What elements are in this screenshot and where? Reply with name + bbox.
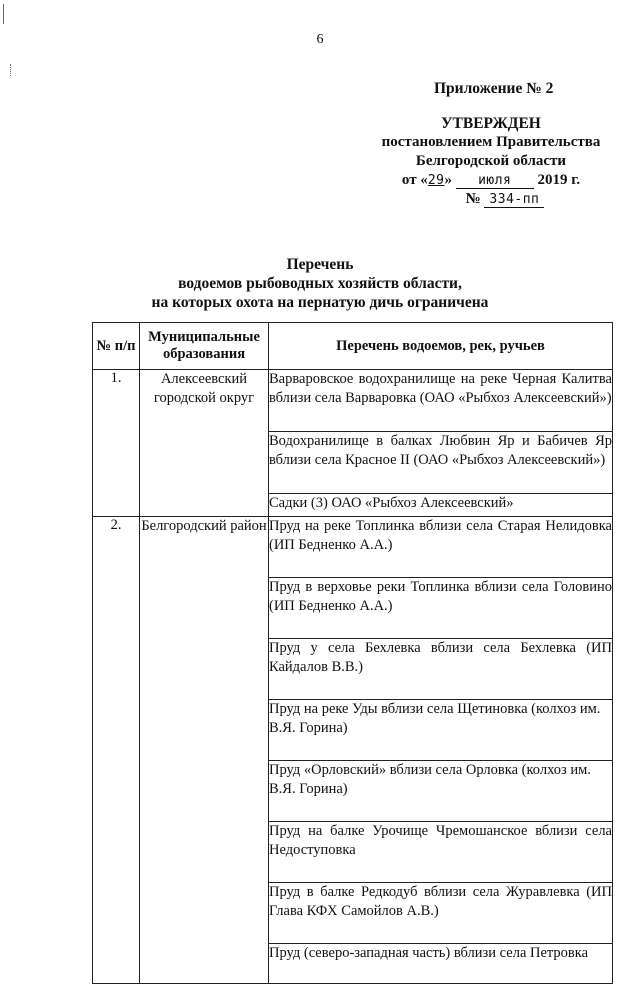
scan-margin-mark — [3, 4, 8, 24]
number-value: 334-пп — [489, 192, 540, 207]
title-line3: на которых охота на пернатую дичь ограничена — [151, 294, 489, 311]
municipality-name: Белгородский район — [140, 517, 269, 984]
date-prefix: от « — [401, 172, 428, 188]
water-body-item: Садки (3) ОАО «Рыбхоз Алексеевский» — [269, 494, 613, 517]
approval-date-line — [366, 171, 616, 190]
title-line1: Перечень — [286, 256, 354, 273]
date-day: 29 — [427, 173, 445, 188]
water-body-item: Пруд «Орловский» вблизи села Орловка (колхоз им. В.Я. Горина) — [269, 761, 613, 822]
water-body-item: Пруд в верховье реки Топлинка вблизи села Головино (ИП Бедненко А.А.) — [269, 578, 613, 639]
date-year: 2019 г. — [537, 172, 581, 188]
approved-by-line2: Белгородской области — [415, 153, 567, 169]
document-title — [0, 255, 640, 312]
water-body-item: Пруд на реке Уды вблизи села Щетиновка (колхоз им. В.Я. Горина) — [269, 700, 613, 761]
municipality-name: Алексеевский городской округ — [140, 370, 269, 517]
row-number: 2. — [93, 517, 140, 984]
date-separator: » — [444, 172, 452, 188]
scan-margin-mark — [10, 64, 13, 76]
date-month: июля — [478, 173, 512, 188]
water-bodies-table — [92, 322, 613, 984]
header-list: Перечень водоемов, рек, ручьев — [269, 323, 613, 370]
page-number: 6 — [316, 32, 324, 47]
water-body-item: Варваровское водохранилище на реке Черная Калитва вблизи села Варваровка (ОАО «Рыбхоз Алексеевский») — [269, 370, 613, 432]
approved-by-line1: постановлением Правительства — [381, 134, 601, 150]
table-row — [93, 370, 613, 432]
number-prefix: № — [465, 191, 481, 207]
row-number: 1. — [93, 370, 140, 517]
table-header-row — [93, 323, 613, 370]
water-body-item: Водохранилище в балках Любвин Яр и Бабичев Яр вблизи села Красное II (ОАО «Рыбхоз Алексеевский») — [269, 432, 613, 494]
header-num: № п/п — [93, 323, 140, 370]
approval-block — [366, 114, 616, 209]
water-body-item: Пруд на балке Урочище Чремошанское вблизи села Недоступовка — [269, 822, 613, 883]
number-field — [484, 192, 544, 208]
water-body-item: Пруд у села Бехлевка вблизи села Бехлевка (ИП Кайдалов В.В.) — [269, 639, 613, 700]
water-body-item: Пруд на реке Топлинка вблизи села Старая Нелидовка (ИП Бедненко А.А.) — [269, 517, 613, 578]
header-municipality: Муниципальные образования — [140, 323, 269, 370]
water-body-item: Пруд (северо-западная часть) вблизи села Петровка — [269, 944, 613, 984]
date-month-field — [456, 173, 534, 189]
water-body-item: Пруд в балке Редкодуб вблизи села Журавлевка (ИП Глава КФХ Самойлов А.В.) — [269, 883, 613, 944]
table-row — [93, 517, 613, 578]
title-line2: водоемов рыбоводных хозяйств области, — [178, 275, 462, 292]
approval-number-line — [366, 190, 616, 209]
approved-label: УТВЕРЖДЕН — [441, 115, 541, 132]
appendix-number: Приложение № 2 — [434, 80, 554, 97]
